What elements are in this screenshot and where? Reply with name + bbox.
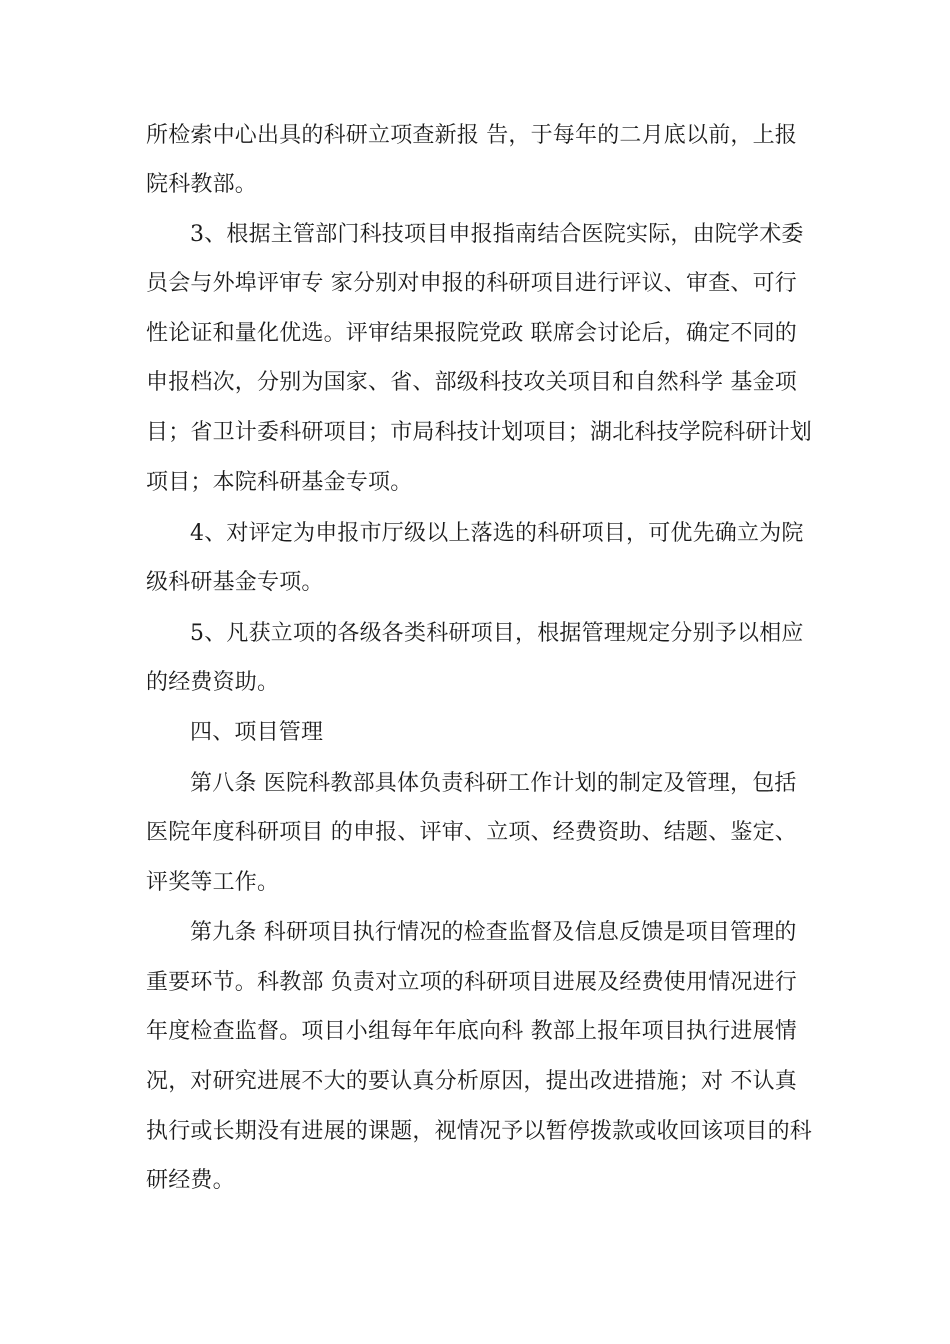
text-line-19: 年度检查监督。项目小组每年年底向科 教部上报年项目执行进展情 [146, 1019, 797, 1044]
text-line-1: 所检索中心出具的科研立项查新报 告，于每年的二月底以前，上报 [146, 123, 797, 148]
text-line-21: 执行或长期没有进展的课题，视情况予以暂停拨款或收回该项目的科 [146, 1119, 813, 1144]
text-line-12: 的经费资助。 [146, 670, 280, 695]
text-line-5: 性论证和量化优选。评审结果报院党政 联席会讨论后，确定不同的 [146, 321, 797, 346]
text-line-11: 5、凡获立项的各级各类科研项目，根据管理规定分别予以相应 [190, 621, 804, 646]
text-line-22: 研经费。 [146, 1168, 235, 1193]
section-heading: 四、项目管理 [190, 720, 324, 745]
text-line-6: 申报档次，分别为国家、省、部级科技攻关项目和自然科学 基金项 [146, 370, 797, 395]
text-line-7: 目；省卫计委科研项目；市局科技计划项目；湖北科技学院科研计划 [146, 420, 813, 445]
text-line-9: 4、对评定为申报市厅级以上落选的科研项目，可优先确立为院 [190, 521, 804, 546]
text-line-8: 项目；本院科研基金专项。 [146, 470, 413, 495]
text-line-2: 院科教部。 [146, 172, 258, 197]
text-line-4: 员会与外埠评审专 家分别对申报的科研项目进行评议、审查、可行 [146, 271, 797, 296]
text-line-3: 3、根据主管部门科技项目申报指南结合医院实际，由院学术委 [190, 222, 804, 247]
text-line-16: 评奖等工作。 [146, 870, 280, 895]
text-line-17: 第九条 科研项目执行情况的检查监督及信息反馈是项目管理的 [190, 920, 797, 945]
text-line-18: 重要环节。科教部 负责对立项的科研项目进展及经费使用情况进行 [146, 970, 797, 995]
text-line-15: 医院年度科研项目 的申报、评审、立项、经费资助、结题、鉴定、 [146, 820, 797, 845]
text-line-14: 第八条 医院科教部具体负责科研工作计划的制定及管理，包括 [190, 771, 797, 796]
text-line-10: 级科研基金专项。 [146, 570, 324, 595]
text-line-20: 况，对研究进展不大的要认真分析原因，提出改进措施；对 不认真 [146, 1069, 797, 1094]
